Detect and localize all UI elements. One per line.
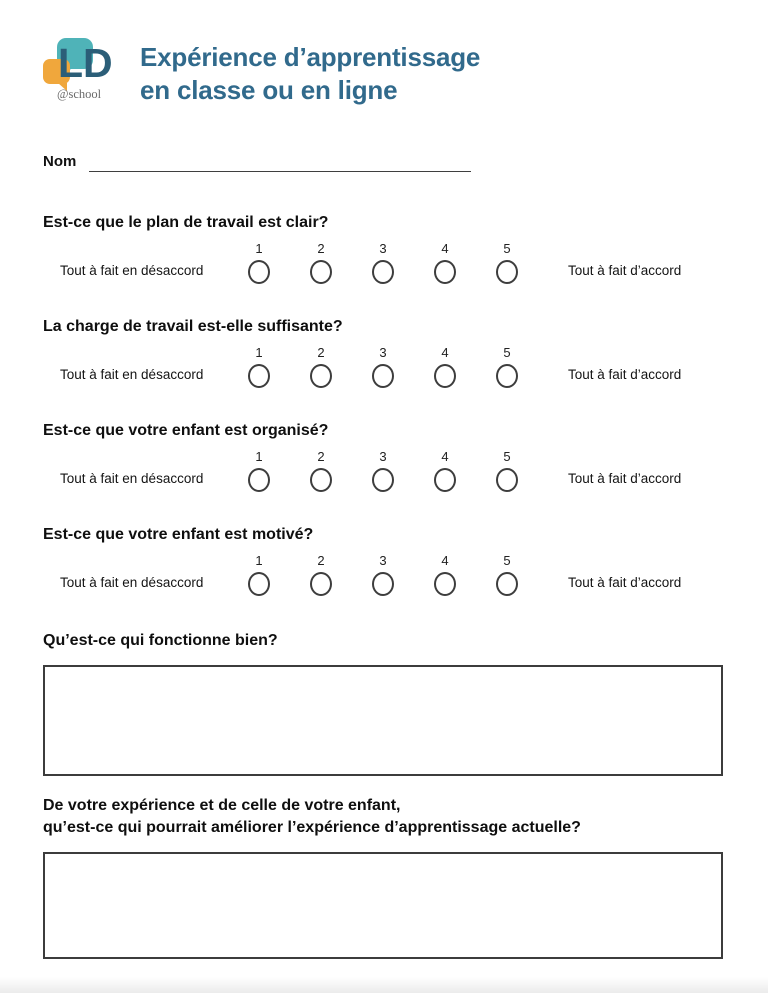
scale-number: 1 — [255, 345, 263, 360]
name-label: Nom — [43, 153, 77, 170]
scale-left-label: Tout à fait en désaccord — [60, 367, 204, 382]
page-title — [140, 38, 480, 107]
radio-q2-3[interactable] — [372, 364, 394, 388]
page-title-line2: en classe ou en ligne — [140, 75, 398, 105]
radio-q2-2[interactable] — [310, 364, 332, 388]
radio-q3-4[interactable] — [434, 468, 456, 492]
header — [43, 38, 723, 107]
radio-q3-1[interactable] — [248, 468, 270, 492]
scale-number: 5 — [503, 553, 511, 568]
radio-q4-4[interactable] — [434, 572, 456, 596]
scale-right-label: Tout à fait d’accord — [568, 367, 682, 382]
question-label: Est-ce que votre enfant est motivé? — [43, 526, 314, 543]
scale-number: 3 — [379, 449, 387, 464]
scale-options — [228, 553, 538, 596]
scale-option-2 — [290, 345, 352, 388]
radio-q1-3[interactable] — [372, 260, 394, 284]
likert-questions — [43, 214, 723, 596]
scale-number: 3 — [379, 241, 387, 256]
page-bottom-edge — [0, 977, 768, 993]
question-charge-de-travail — [43, 318, 723, 388]
radio-q1-5[interactable] — [496, 260, 518, 284]
scale-option-4 — [414, 241, 476, 284]
scale-number: 1 — [255, 241, 263, 256]
likert-scale-row — [43, 553, 723, 596]
scale-option-2 — [290, 449, 352, 492]
scale-option-4 — [414, 449, 476, 492]
scale-option-4 — [414, 345, 476, 388]
radio-q4-5[interactable] — [496, 572, 518, 596]
question-label: Est-ce que votre enfant est organisé? — [43, 422, 329, 439]
scale-right-label: Tout à fait d’accord — [568, 471, 682, 486]
likert-scale-row — [43, 449, 723, 492]
scale-options — [228, 345, 538, 388]
scale-number: 4 — [441, 449, 449, 464]
name-input[interactable] — [89, 152, 471, 172]
radio-q4-2[interactable] — [310, 572, 332, 596]
question-label: Est-ce que le plan de travail est clair? — [43, 214, 329, 231]
scale-option-2 — [290, 241, 352, 284]
scale-left-label: Tout à fait en désaccord — [60, 263, 204, 278]
scale-option-5 — [476, 553, 538, 596]
radio-q2-5[interactable] — [496, 364, 518, 388]
scale-option-1 — [228, 345, 290, 388]
scale-number: 4 — [441, 345, 449, 360]
radio-q3-3[interactable] — [372, 468, 394, 492]
logo-ld-text: LD — [58, 40, 113, 86]
open-answer-textarea-1[interactable] — [43, 665, 723, 776]
scale-option-1 — [228, 553, 290, 596]
radio-q1-4[interactable] — [434, 260, 456, 284]
scale-number: 4 — [441, 553, 449, 568]
open-question-ameliorer-experience — [43, 795, 723, 959]
scale-right-label: Tout à fait d’accord — [568, 263, 682, 278]
scale-option-3 — [352, 449, 414, 492]
radio-q4-1[interactable] — [248, 572, 270, 596]
page-title-line1: Expérience d’apprentissage — [140, 42, 481, 72]
scale-number: 5 — [503, 449, 511, 464]
scale-option-1 — [228, 241, 290, 284]
radio-q4-3[interactable] — [372, 572, 394, 596]
scale-options — [228, 449, 538, 492]
scale-option-1 — [228, 449, 290, 492]
likert-scale-row — [43, 345, 723, 388]
scale-option-4 — [414, 553, 476, 596]
scale-option-5 — [476, 449, 538, 492]
radio-q1-2[interactable] — [310, 260, 332, 284]
question-enfant-organise — [43, 422, 723, 492]
question-label: La charge de travail est-elle suffisante? — [43, 318, 343, 335]
open-question-label: Qu’est-ce qui fonctionne bien? — [43, 632, 278, 649]
scale-left-label: Tout à fait en désaccord — [60, 471, 204, 486]
open-question-label-line2: qu’est-ce qui pourrait améliorer l’expérience d’apprentissage actuelle? — [43, 819, 581, 836]
radio-q1-1[interactable] — [248, 260, 270, 284]
logo-school-text: @school — [57, 87, 102, 101]
scale-number: 1 — [255, 449, 263, 464]
ldatschool-logo — [43, 38, 113, 104]
scale-number: 2 — [317, 553, 325, 568]
open-question-label-line1: De votre expérience et de celle de votre enfant, — [43, 797, 401, 814]
scale-left-label: Tout à fait en désaccord — [60, 575, 204, 590]
scale-option-3 — [352, 241, 414, 284]
scale-number: 2 — [317, 241, 325, 256]
question-plan-de-travail — [43, 214, 723, 284]
open-question-fonctionne-bien — [43, 630, 723, 776]
scale-option-3 — [352, 345, 414, 388]
question-enfant-motive — [43, 526, 723, 596]
scale-option-5 — [476, 345, 538, 388]
scale-option-5 — [476, 241, 538, 284]
scale-option-2 — [290, 553, 352, 596]
scale-number: 3 — [379, 553, 387, 568]
scale-options — [228, 241, 538, 284]
name-field-row — [43, 148, 723, 172]
scale-number: 3 — [379, 345, 387, 360]
radio-q3-2[interactable] — [310, 468, 332, 492]
scale-number: 1 — [255, 553, 263, 568]
radio-q2-4[interactable] — [434, 364, 456, 388]
likert-scale-row — [43, 241, 723, 284]
scale-right-label: Tout à fait d’accord — [568, 575, 682, 590]
scale-number: 2 — [317, 345, 325, 360]
scale-option-3 — [352, 553, 414, 596]
scale-number: 4 — [441, 241, 449, 256]
radio-q3-5[interactable] — [496, 468, 518, 492]
radio-q2-1[interactable] — [248, 364, 270, 388]
open-answer-textarea-2[interactable] — [43, 852, 723, 959]
scale-number: 5 — [503, 345, 511, 360]
scale-number: 2 — [317, 449, 325, 464]
scale-number: 5 — [503, 241, 511, 256]
